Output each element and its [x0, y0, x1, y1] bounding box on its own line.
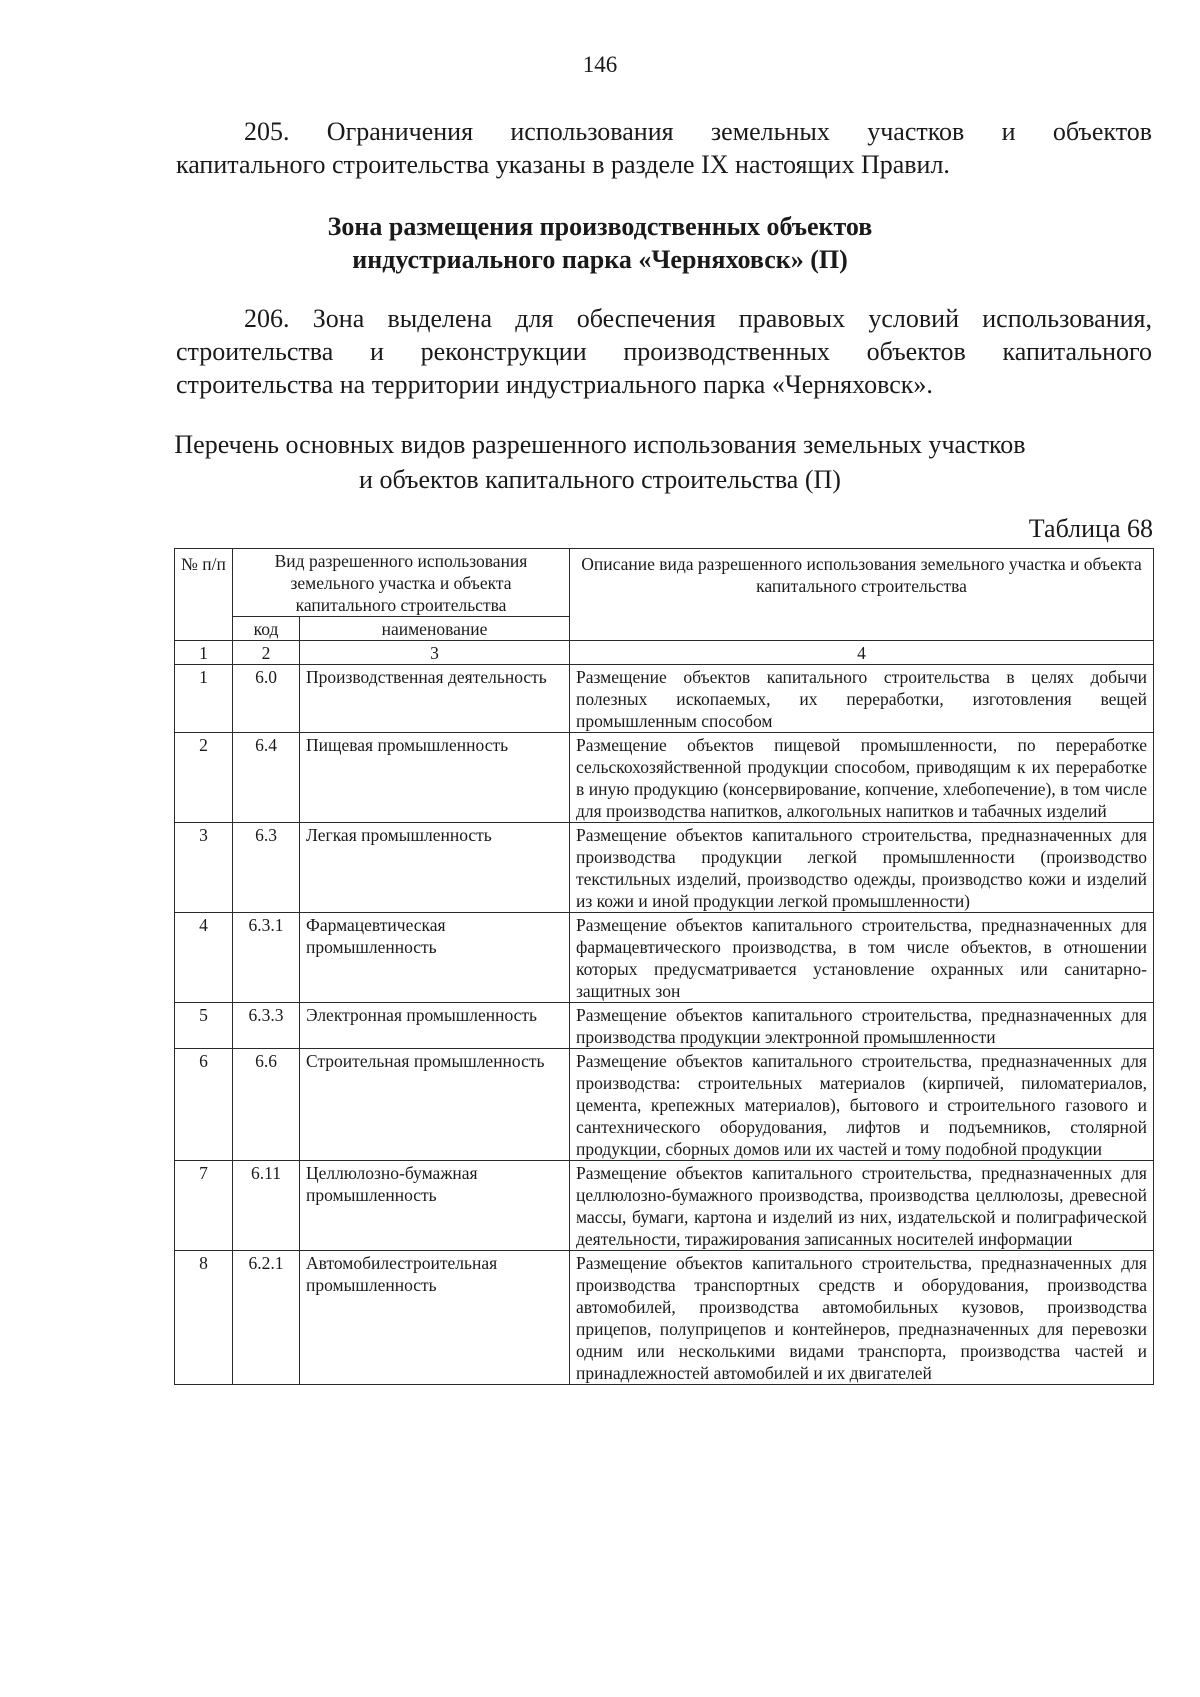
zone-title-line-2: индустриального парка «Черняховск» (П) [352, 245, 848, 274]
row-name: Производственная деятельность [300, 665, 570, 733]
col-number-4: 4 [570, 641, 1154, 665]
row-name: Пищевая промышленность [300, 733, 570, 823]
row-name: Автомобилестроительная промышленность [300, 1251, 570, 1385]
row-name: Фармацевтическая промышленность [300, 913, 570, 1003]
row-code: 6.3.1 [233, 913, 300, 1003]
header-code: код [233, 617, 300, 641]
col-number-2: 2 [233, 641, 300, 665]
row-description: Размещение объектов капитального строительства, предназначенных для целлюлозно-бумажного производства, производства целлюлозы, древесной массы, бумаги, картона и изделий из них, издательской и полиграфической деятельности, тиражирования записанных носителей информации [570, 1161, 1154, 1251]
table-row [175, 1161, 1154, 1251]
paragraph-205-rest: капитального строительства указаны в разделе IX настоящих Правил. [176, 150, 950, 179]
zone-title [0, 210, 1200, 276]
header-num: № п/п [175, 549, 233, 641]
row-description: Размещение объектов капитального строительства, предназначенных для фармацевтического производства, в том числе объектов, в отношении которых предусматривается установление охранных или санитарно-защитных зон [570, 913, 1154, 1003]
paragraph-205 [176, 115, 1152, 181]
table-row [175, 733, 1154, 823]
col-number-3: 3 [300, 641, 570, 665]
row-number: 7 [175, 1161, 233, 1251]
table-header-row [175, 549, 1154, 617]
row-name: Целлюлозно-бумажная промышленность [300, 1161, 570, 1251]
row-number: 8 [175, 1251, 233, 1385]
row-number: 4 [175, 913, 233, 1003]
row-description: Размещение объектов капитального строительства, предназначенных для производства: строительных материалов (кирпичей, пиломатериалов, цемента, крепежных материалов), бытового и строительного газового и сантехнического оборудования, лифтов и подъемников, столярной продукции, сборных домов или их частей и тому подобной продукции [570, 1049, 1154, 1161]
list-title [0, 427, 1200, 497]
header-kind: Вид разрешенного использования земельного участка и объекта капитального строительства [233, 549, 570, 617]
row-code: 6.0 [233, 665, 300, 733]
column-number-row [175, 641, 1154, 665]
row-code: 6.11 [233, 1161, 300, 1251]
row-number: 1 [175, 665, 233, 733]
table-row [175, 1251, 1154, 1385]
row-name: Легкая промышленность [300, 823, 570, 913]
paragraph-206-last-line: строительства на территории индустриального парка «Черняховск». [176, 370, 933, 399]
list-title-line-2: и объектов капитального строительства (П) [359, 465, 841, 494]
row-name: Электронная промышленность [300, 1003, 570, 1049]
col-number-1: 1 [175, 641, 233, 665]
row-code: 6.6 [233, 1049, 300, 1161]
row-description: Размещение объектов капитального строительства в целях добычи полезных ископаемых, их переработки, изготовления вещей промышленным способом [570, 665, 1154, 733]
header-name: наименование [300, 617, 570, 641]
zone-title-line-1: Зона размещения производственных объектов [327, 212, 873, 241]
row-description: Размещение объектов капитального строительства, предназначенных для производства продукции электронной промышленности [570, 1003, 1154, 1049]
list-title-line-1: Перечень основных видов разрешенного использования земельных участков [174, 430, 1026, 459]
row-number: 5 [175, 1003, 233, 1049]
page-number: 146 [582, 52, 618, 77]
row-description: Размещение объектов капитального строительства, предназначенных для производства транспортных средств и оборудования, производства автомобилей, производства автомобильных кузовов, производства прицепов, полуприцепов и контейнеров, предназначенных для перевозки одним или несколькими видами транспорта, производства частей и принадлежностей автомобилей и их двигателей [570, 1251, 1154, 1385]
header-desc: Описание вида разрешенного использования земельного участка и объекта капитального строительства [570, 549, 1154, 641]
paragraph-206 [176, 302, 1152, 401]
row-number: 3 [175, 823, 233, 913]
table-row [175, 1003, 1154, 1049]
row-name: Строительная промышленность [300, 1049, 570, 1161]
row-number: 2 [175, 733, 233, 823]
row-code: 6.3.3 [233, 1003, 300, 1049]
row-number: 6 [175, 1049, 233, 1161]
table-label: Таблица 68 [1028, 514, 1153, 543]
row-description: Размещение объектов капитального строительства, предназначенных для производства продукции легкой промышленности (производство текстильных изделий, производство одежды, производство кожи и изделий из кожи и иной продукции легкой промышленности) [570, 823, 1154, 913]
table-row [175, 665, 1154, 733]
paragraph-206-mid-line: строительства и реконструкции производственных объектов капитального [176, 337, 1152, 366]
table-row [175, 913, 1154, 1003]
paragraph-206-first-line: 206. Зона выделена для обеспечения правовых условий использования, [244, 304, 1152, 333]
table-row [175, 1049, 1154, 1161]
table-row [175, 823, 1154, 913]
row-code: 6.4 [233, 733, 300, 823]
row-description: Размещение объектов пищевой промышленности, по переработке сельскохозяйственной продукции способом, приводящим к их переработке в иную продукцию (консервирование, копчение, хлебопечение), в том числе для производства напитков, алкогольных напитков и табачных изделий [570, 733, 1154, 823]
paragraph-205-first-line: 205. Ограничения использования земельных участков и объектов [244, 117, 1152, 146]
row-code: 6.2.1 [233, 1251, 300, 1385]
row-code: 6.3 [233, 823, 300, 913]
permitted-use-table [174, 548, 1154, 1385]
